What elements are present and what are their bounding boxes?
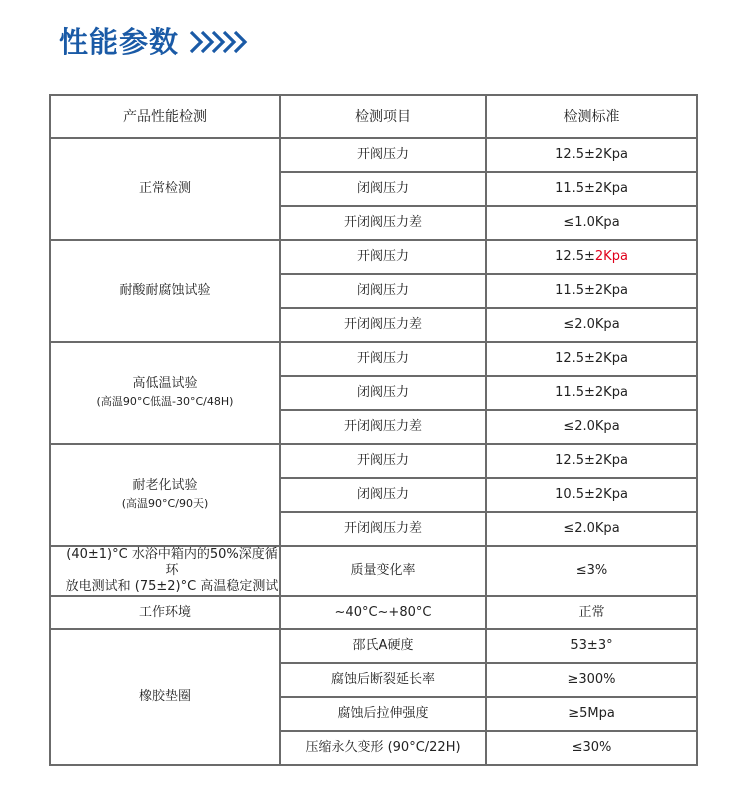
column-header: 产品性能检测 — [50, 95, 280, 138]
page-title: 性能参数 — [59, 25, 180, 59]
table-header-row — [50, 95, 697, 138]
standard-cell: 12.5±2Kpa — [486, 138, 697, 172]
item-cell: 闭阀压力 — [280, 478, 486, 512]
table-row — [50, 629, 697, 663]
group-cell — [50, 596, 280, 629]
table-row — [50, 342, 697, 376]
column-header: 检测项目 — [280, 95, 486, 138]
group-cell — [50, 546, 280, 596]
table-row — [50, 444, 697, 478]
item-cell: 开闭阀压力差 — [280, 512, 486, 546]
standard-cell: ≤2.0Kpa — [486, 410, 697, 444]
group-name: 工作环境 — [138, 604, 191, 620]
standard-cell: 11.5±2Kpa — [486, 172, 697, 206]
group-name: 橡胶垫圈 — [138, 689, 191, 704]
item-cell: 质量变化率 — [280, 546, 486, 596]
item-cell: 开阀压力 — [280, 138, 486, 172]
item-cell: 开阀压力 — [280, 444, 486, 478]
table-row — [50, 596, 697, 629]
standard-cell: 正常 — [486, 596, 697, 629]
group-name: 高低温试验 — [132, 376, 198, 391]
standard-cell: ≤1.0Kpa — [486, 206, 697, 240]
chevron-right-icon — [189, 29, 259, 55]
item-cell: 开闭阀压力差 — [280, 206, 486, 240]
standard-cell: 12.5±2Kpa — [486, 444, 697, 478]
group-subtitle: (高温90°C/90天) — [121, 497, 209, 510]
standard-cell: ≥300% — [486, 663, 697, 697]
item-cell: 开闭阀压力差 — [280, 410, 486, 444]
item-cell: 开闭阀压力差 — [280, 308, 486, 342]
standard-cell — [486, 240, 697, 274]
item-cell: 闭阀压力 — [280, 172, 486, 206]
item-cell: 开阀压力 — [280, 342, 486, 376]
standard-cell: 11.5±2Kpa — [486, 274, 697, 308]
group-name-line1: (40±1)°C 水浴中箱内的50%深度循环 — [66, 547, 278, 578]
item-cell: 腐蚀后断裂延长率 — [280, 663, 486, 697]
item-cell: 腐蚀后拉伸强度 — [280, 697, 486, 731]
standard-cell: 53±3° — [486, 629, 697, 663]
item-cell: 闭阀压力 — [280, 274, 486, 308]
column-header: 检测标准 — [486, 95, 697, 138]
section-header — [59, 24, 259, 60]
group-cell — [50, 138, 280, 240]
spec-table — [49, 94, 698, 766]
standard-cell: ≤2.0Kpa — [486, 512, 697, 546]
item-cell: 邵氏A硬度 — [280, 629, 486, 663]
standard-cell: ≤3% — [486, 546, 697, 596]
standard-cell: 10.5±2Kpa — [486, 478, 697, 512]
group-cell — [50, 342, 280, 444]
item-cell: 开阀压力 — [280, 240, 486, 274]
standard-cell: 11.5±2Kpa — [486, 376, 697, 410]
table-row — [50, 138, 697, 172]
table-row — [50, 240, 697, 274]
standard-suffix: 2Kpa — [594, 249, 628, 264]
item-cell: 闭阀压力 — [280, 376, 486, 410]
group-name: 正常检测 — [138, 181, 191, 196]
group-name: 耐老化试验 — [132, 478, 198, 493]
group-cell — [50, 240, 280, 342]
standard-cell: ≥5Mpa — [486, 697, 697, 731]
group-cell — [50, 444, 280, 546]
group-cell — [50, 629, 280, 765]
standard-cell: ≤2.0Kpa — [486, 308, 697, 342]
item-cell: ~40°C~+80°C — [280, 596, 486, 629]
table-row — [50, 546, 697, 596]
item-cell: 压缩永久变形 (90°C/22H) — [280, 731, 486, 765]
standard-prefix: 12.5± — [555, 249, 595, 264]
group-subtitle: (高温90°C低温-30°C/48H) — [96, 395, 234, 408]
group-name: 耐酸耐腐蚀试验 — [119, 283, 211, 298]
standard-cell: 12.5±2Kpa — [486, 342, 697, 376]
group-name-line2: 放电测试和 (75±2)°C 高温稳定测试 — [65, 579, 279, 594]
standard-cell: ≤30% — [486, 731, 697, 765]
